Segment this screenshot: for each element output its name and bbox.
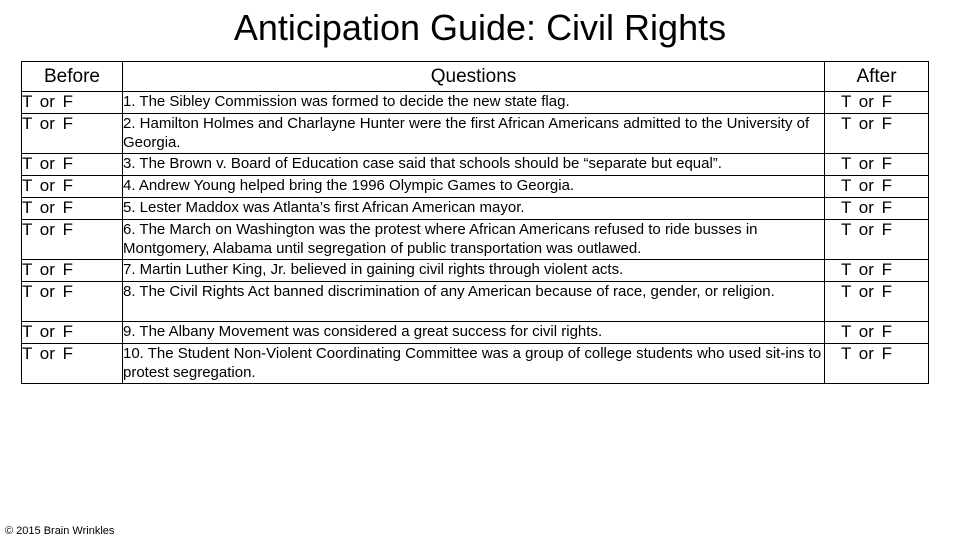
table-row [22, 154, 929, 176]
table-row [22, 282, 929, 322]
before-choice[interactable]: T or F [22, 154, 123, 176]
question-text: 2. Hamilton Holmes and Charlayne Hunter were the first African Americans admitted to the University of Georgia. [123, 114, 825, 154]
question-text: 10. The Student Non-Violent Coordinating Committee was a group of college students who used sit-ins to protest segregation. [123, 344, 825, 384]
table-row [22, 322, 929, 344]
question-text: 1. The Sibley Commission was formed to decide the new state flag. [123, 92, 825, 114]
question-text: 5. Lester Maddox was Atlanta’s first African American mayor. [123, 198, 825, 220]
before-choice[interactable]: T or F [22, 198, 123, 220]
table-row [22, 198, 929, 220]
page-title: Anticipation Guide: Civil Rights [233, 7, 727, 48]
before-choice[interactable]: T or F [22, 282, 123, 322]
question-text: 4. Andrew Young helped bring the 1996 Olympic Games to Georgia. [123, 176, 825, 198]
after-choice[interactable]: T or F [825, 198, 929, 220]
table-row [22, 344, 929, 384]
before-choice[interactable]: T or F [22, 114, 123, 154]
after-choice[interactable]: T or F [825, 322, 929, 344]
after-choice[interactable]: T or F [825, 344, 929, 384]
after-choice[interactable]: T or F [825, 220, 929, 260]
question-text: 9. The Albany Movement was considered a great success for civil rights. [123, 322, 825, 344]
question-text: 8. The Civil Rights Act banned discrimination of any American because of race, gender, or religion. [123, 282, 825, 322]
header-before: Before [22, 62, 123, 92]
header-after: After [825, 62, 929, 92]
before-choice[interactable]: T or F [22, 322, 123, 344]
before-choice[interactable]: T or F [22, 260, 123, 282]
table-row [22, 114, 929, 154]
table-row [22, 260, 929, 282]
after-choice[interactable]: T or F [825, 260, 929, 282]
before-choice[interactable]: T or F [22, 220, 123, 260]
before-choice[interactable]: T or F [22, 344, 123, 384]
before-choice[interactable]: T or F [22, 176, 123, 198]
after-choice[interactable]: T or F [825, 282, 929, 322]
table-row [22, 220, 929, 260]
header-questions: Questions [123, 62, 825, 92]
before-choice[interactable]: T or F [22, 92, 123, 114]
after-choice[interactable]: T or F [825, 154, 929, 176]
table-row [22, 176, 929, 198]
anticipation-table [21, 61, 929, 384]
table-row [22, 92, 929, 114]
question-text: 3. The Brown v. Board of Education case said that schools should be “separate but equal”. [123, 154, 825, 176]
copyright-footer: © 2015 Brain Wrinkles [5, 525, 115, 537]
question-text: 7. Martin Luther King, Jr. believed in gaining civil rights through violent acts. [123, 260, 825, 282]
after-choice[interactable]: T or F [825, 114, 929, 154]
after-choice[interactable]: T or F [825, 176, 929, 198]
after-choice[interactable]: T or F [825, 92, 929, 114]
header-row [22, 62, 929, 92]
question-text: 6. The March on Washington was the protest where African Americans refused to ride busses in Montgomery, Alabama until segregation of public transportation was outlawed. [123, 220, 825, 260]
